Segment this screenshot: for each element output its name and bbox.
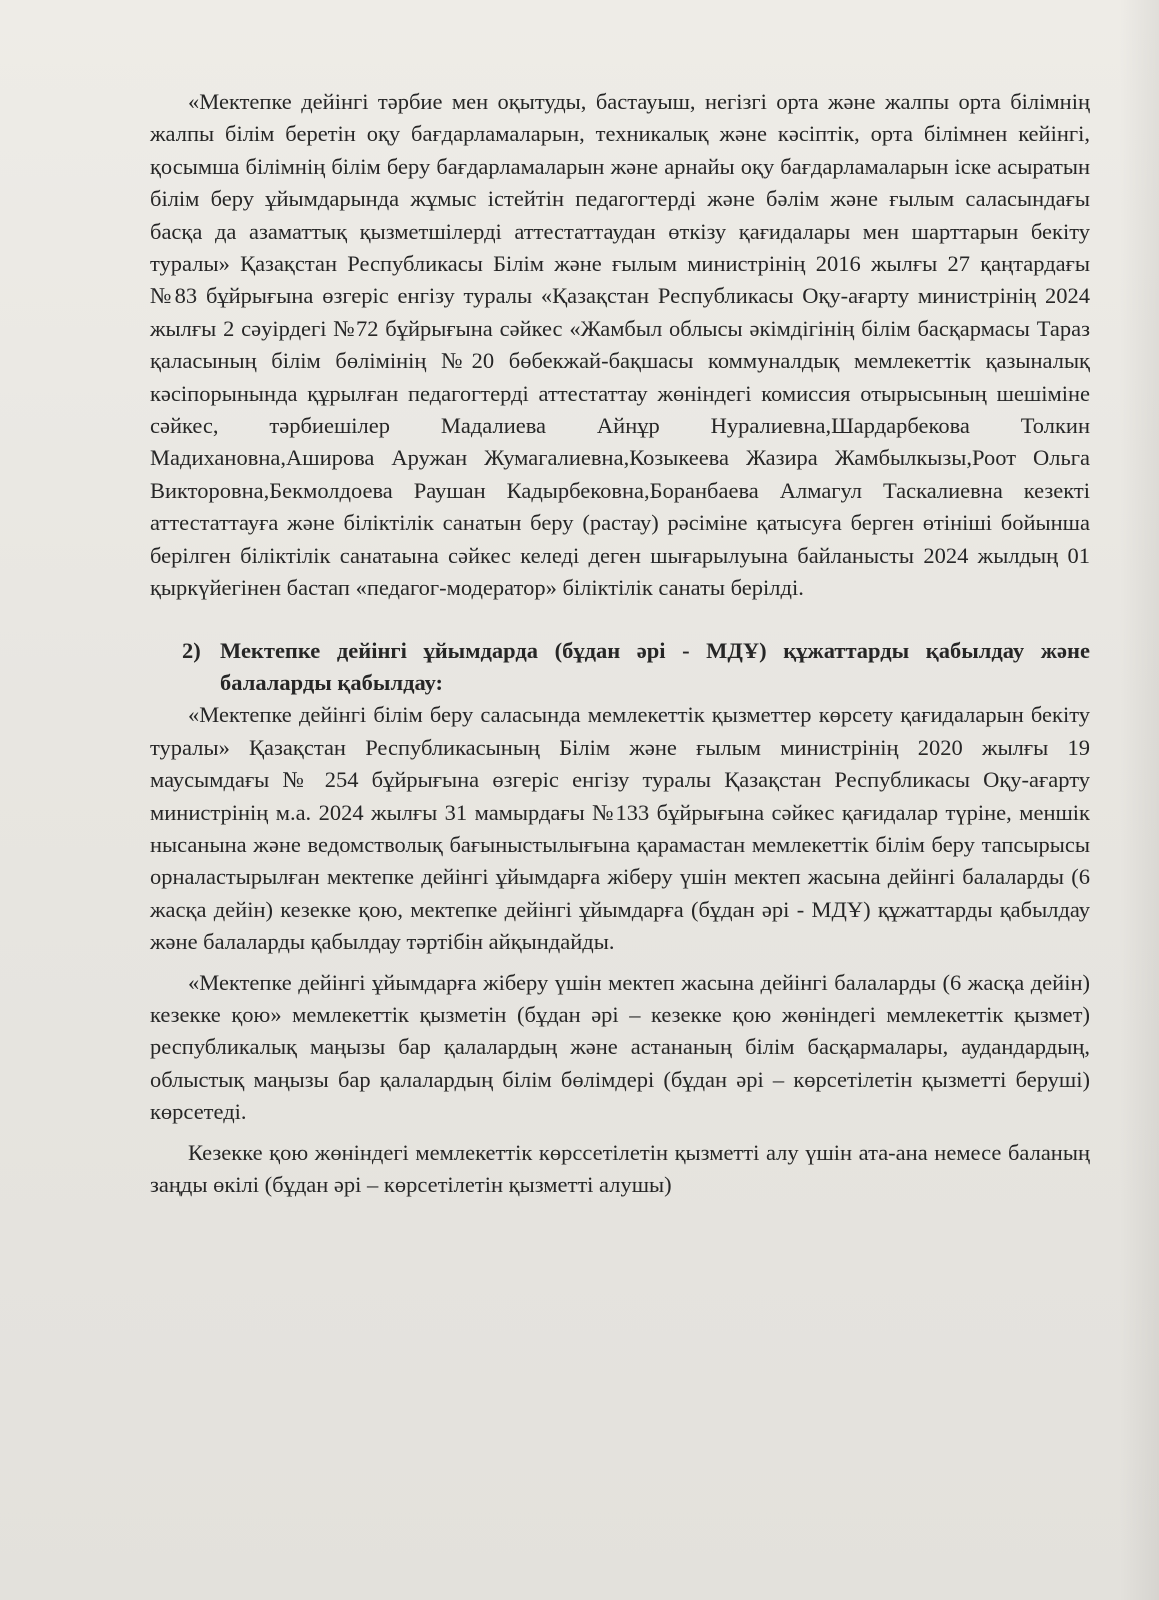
section-gap: [150, 605, 1090, 635]
section-number: 2): [182, 637, 201, 663]
paragraph-attestation: «Мектепке дейінгі тәрбие мен оқытуды, бастауыш, негізгі орта және жалпы орта білімнің жалпы білім беретін оқу бағдарламаларын, техникалық және кәсіптік, орта білімнен кейінгі, қосымша білімнің білім беру бағдарламаларын және арнайы оқу бағдарламаларын іске асыратын білім беру ұйымдарында жұмыс істейтін педагогтерді және бәлім және ғылым саласындағы басқа да азаматтық қызметшілерді аттестаттаудан өткізу қағидалары мен шарттарын бекіту туралы» Қазақстан Республикасы Білім және ғылым министрінің 2016 жылғы 27 қаңтардағы №83 бұйрығына өзгеріс енгізу туралы «Қазақстан Республикасы Оқу-ағарту министрінің 2024 жылғы 2 сәуірдегі №72 бұйрығына сәйкес «Жамбыл облысы әкімдігінің білім басқармасы Тараз қаласының білім бөлімінің №20 бөбекжай-бақшасы коммуналдық мемлекеттік қазыналық кәсіпорынында құрылған педагогтерді аттестаттау жөніндегі комиссия отырысының шешіміне сәйкес, тәрбиешілер Мадалиева Айнұр Нуралиевна,Шардарбекова Толкин Мадихановна,Аширова Аружан Жумагалиевна,Козыкеева Жазира Жамбылкызы,Роот Ольга Викторовна,Бекмолдоева Раушан Кадырбековна,Боранбаева Алмагул Таскалиевна кезекті аттестаттауға және біліктілік санатын беру (растау) рәсіміне қатысуға берген өтініші бойынша берілген біліктілік санатаына сәйкес келеді деген шығарылуына байланысты 2024 жылдың 01 қыркүйегінен бастап «педагог-модератор» біліктілік санаты берілді.: [150, 89, 1090, 601]
page-edge-shadow: [1119, 0, 1159, 1600]
paragraph-rules: «Мектепке дейінгі білім беру саласында мемлекеттік қызметтер көрсету қағидаларын бекіту туралы» Қазақстан Республикасының Білім және ғылым министрінің 2020 жылғы 19 маусымдағы № 254 бұйрығына өзгеріс енгізу туралы Қазақстан Республикасы Оқу-ағарту министрінің м.а. 2024 жылғы 31 мамырдағы №133 бұйрығына сәйкес қағидалар түріне, меншік нысанына және ведомстволық бағыныстылығына қарамастан мемлекеттік білім беру тапсырысы орналастырылған мектепке дейінгі ұйымдарға жіберу үшін мектеп жасына дейінгі балаларды (6 жасқа дейін) кезекке қою, мектепке дейінгі ұйымдарға (бұдан әрі - МДҰ) құжаттарды қабылдау және балаларды қабылдау тәртібін айқындайды.: [150, 702, 1090, 955]
paragraph-gap: [150, 959, 1090, 967]
section-title: Мектепке дейінгі ұйымдарда (бұдан әрі - МДҰ) құжаттарды қабылдау және балаларды қабылдау:: [220, 637, 1090, 695]
document-body: [150, 86, 1090, 1201]
paragraph-queue-service: «Мектепке дейінгі ұйымдарға жіберу үшін мектеп жасына дейінгі балаларды (6 жасқа дейін) кезекке қою» мемлекеттік қызметін (бұдан әрі – кезекке қою жөніндегі мемлекеттік қызмет) республикалық маңызы бар қалалардың және астананың білім басқармалары, аудандардың, облыстық маңызы бар қалалардың білім бөлімдері (бұдан әрі – көрсетілетін қызметті беруші) көрсетеді.: [150, 969, 1090, 1125]
paragraph-gap: [150, 1129, 1090, 1137]
paragraph-service-recipient: Кезекке қою жөніндегі мемлекеттік көрссетілетін қызметті алу үшін ата-ана немесе баланың заңды өкілі (бұдан әрі – көрсетілетін қызметті алушы): [150, 1139, 1090, 1197]
section-heading: [182, 635, 1090, 700]
